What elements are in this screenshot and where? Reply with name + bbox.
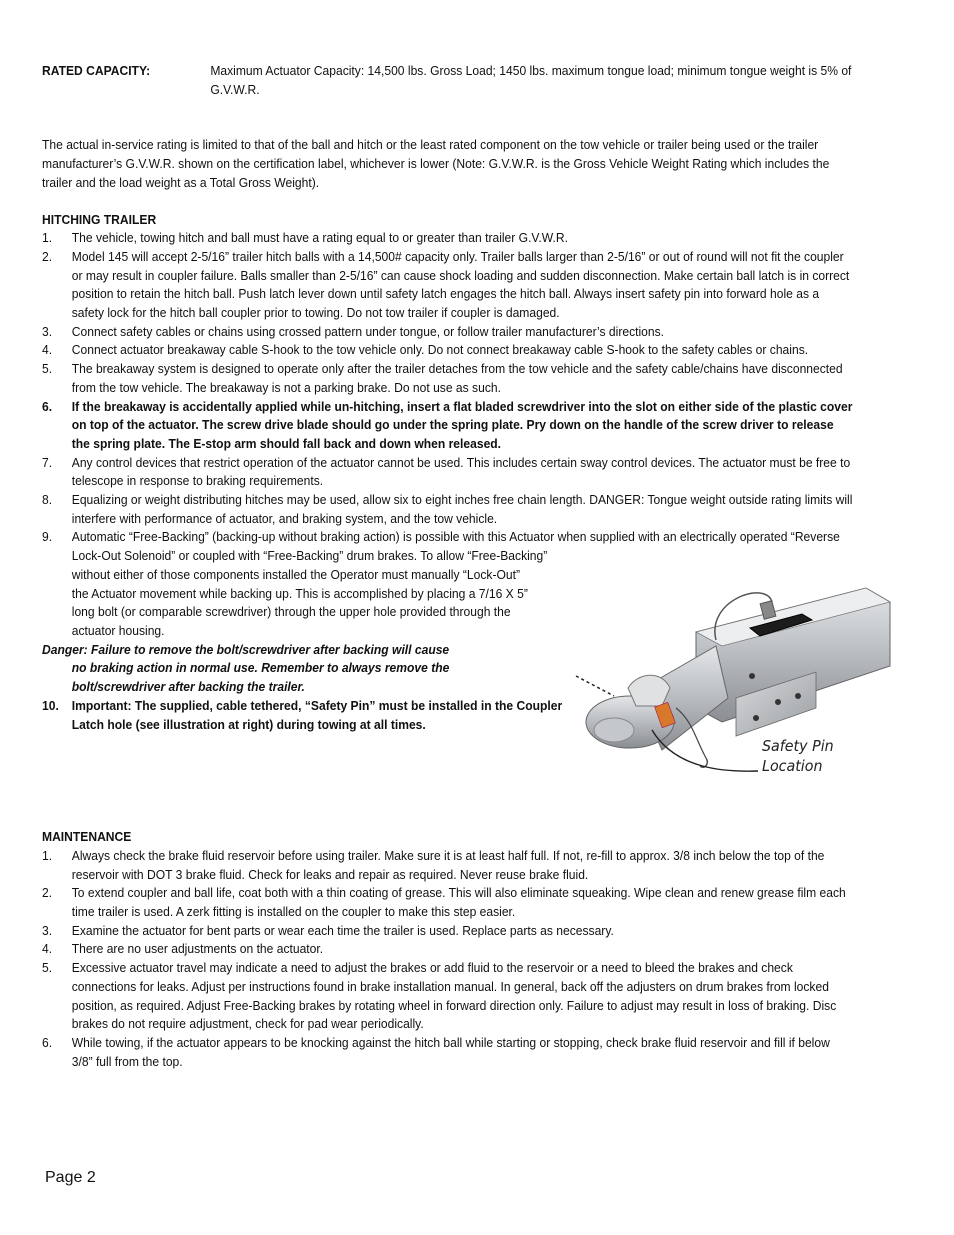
list-item	[42, 884, 853, 921]
list-item	[42, 491, 853, 528]
rated-capacity-label: RATED CAPACITY:	[42, 63, 151, 78]
item-number: 8.	[42, 492, 53, 508]
bolt-hole	[749, 673, 755, 679]
item-text: Equalizing or weight distributing hitches may be used, allow six to eight inches free chain length. DANGER: Tongue weight outside rating limits will interfere with performance of actuator, and braking system, and the tow vehicle.	[71, 492, 853, 526]
danger-note	[42, 641, 526, 697]
maintenance-heading: MAINTENANCE	[42, 829, 132, 845]
latch-lever	[628, 675, 670, 706]
list-item	[42, 229, 853, 248]
item-text: Connect safety cables or chains using crossed pattern under tongue, or follow trailer manufacturer’s directions.	[71, 323, 665, 339]
actuator-drawing	[566, 580, 896, 790]
item-text: Any control devices that restrict operation of the actuator cannot be used. This includes certain sway control devices. The actuator must be free to telescope in response to braking requirements.	[71, 454, 851, 489]
item-text-part-b: without either of those components installed the Operator must manually “Lock-Out” the Actuator movement while backing up. This is accomplished by placing a 7/16 X 5” long bolt (or comparable screwdriver) through the upper hole provided through the actuator housing.	[71, 566, 528, 638]
caption-line-2: Location	[762, 757, 823, 775]
bolt-hole	[795, 693, 801, 699]
item-text: Important: The supplied, cable tethered, “Safety Pin” must be installed in the Coupler Latch hole (see illustration at right) during towing at all times.	[71, 697, 563, 732]
item-text: While towing, if the actuator appears to be knocking against the hitch ball while starting or stopping, check brake fluid reservoir and fill if below 3/8” full from the top.	[71, 1034, 830, 1069]
list-item	[42, 341, 853, 360]
list-item	[42, 1034, 853, 1071]
document-page	[42, 62, 853, 1071]
item-number: 9.	[42, 529, 53, 545]
item-number: 10.	[42, 697, 59, 713]
list-item	[42, 847, 853, 884]
coupler-nose	[594, 718, 634, 742]
maintenance-list	[42, 847, 853, 1071]
safety-pin-caption	[762, 736, 834, 776]
bolt-hole	[775, 699, 781, 705]
rated-capacity	[42, 62, 853, 99]
item-text: There are no user adjustments on the actuator.	[71, 941, 324, 957]
list-item	[42, 959, 853, 1034]
item-text: Model 145 will accept 2-5/16” trailer hitch balls with a 14,500# capacity only. Trailer balls larger than 2-5/16” or out of round will not fit the coupler or may result in coupler failure. Balls smaller than 2-5/16” can cause shock loading and sudden disconnection. Make certain ball latch is in correct position to retain the hitch ball. Push latch lever down until safety latch engages the hitch ball. Always insert safety pin into forward hole as a safety lock for the hitch ball coupler prior to towing. Do not tow trailer if coupler is damaged.	[71, 248, 850, 321]
item-number: 2.	[42, 248, 53, 264]
item-text: Connect actuator breakaway cable S-hook to the tow vehicle only. Do not connect breakaway cable S-hook to the safety cables or chains.	[71, 342, 809, 358]
item-text: Always check the brake fluid reservoir before using trailer. Make sure it is at least half full. If not, re-fill to approx. 3/8 inch below the top of the reservoir with DOT 3 brake fluid. Check for leaks and repair as required. Never reuse brake fluid.	[71, 847, 825, 882]
intro-paragraph: The actual in-service rating is limited to that of the ball and hitch or the least rated component on the tow vehicle or trailer being used or the trailer manufacturer’s G.V.W.R. shown on the certification label, whichever is lower (Note: G.V.W.R. is the Gross Vehicle Weight Rating which includes the trailer and the load weight as a Total Gross Weight).	[42, 137, 830, 190]
list-item	[42, 454, 853, 491]
item-number: 1.	[42, 847, 53, 863]
item-number: 2.	[42, 885, 53, 901]
danger-lead: Danger: Failure to remove the bolt/screwdriver after backing will cause	[42, 641, 450, 657]
list-item	[42, 697, 563, 734]
caption-line-1: Safety Pin	[762, 737, 834, 755]
item-number: 4.	[42, 342, 53, 358]
list-item	[42, 922, 853, 941]
hitching-list	[42, 229, 853, 640]
list-item	[42, 248, 853, 323]
item-number: 4.	[42, 941, 53, 957]
actuator-illustration	[566, 580, 896, 790]
item-number: 5.	[42, 361, 53, 377]
list-item	[42, 940, 853, 959]
list-item	[42, 323, 853, 342]
item-text: The vehicle, towing hitch and ball must have a rating equal to or greater than trailer G.V.W.R.	[71, 230, 568, 246]
item-number: 3.	[42, 323, 53, 339]
item-text: Examine the actuator for bent parts or wear each time the trailer is used. Replace parts as necessary.	[71, 922, 614, 938]
rated-capacity-text: Maximum Actuator Capacity: 14,500 lbs. Gross Load; 1450 lbs. maximum tongue load; minimum tongue weight is 5% of G.V.W.R.	[210, 63, 852, 97]
item-number: 3.	[42, 922, 53, 938]
hitching-heading: HITCHING TRAILER	[42, 211, 157, 227]
danger-rest: no braking action in normal use. Remember to always remove the bolt/screwdriver after backing the trailer.	[71, 660, 450, 695]
item-number: 6.	[42, 1034, 53, 1050]
item-text-part-a: Automatic “Free-Backing” (backing-up without braking action) is possible with this Actuator when supplied with an electrically operated “Reverse Lock-Out Solenoid” or coupled with “Free-Backing” drum brakes. To allow “Free-Backing”	[71, 529, 840, 564]
item-number: 5.	[42, 960, 53, 976]
pointer-dash	[576, 676, 614, 696]
page-number: Page 2	[45, 1169, 96, 1186]
item-number: 1.	[42, 230, 53, 246]
item-number: 6.	[42, 398, 53, 414]
bolt-hole	[753, 715, 759, 721]
item-number: 7.	[42, 454, 53, 470]
item-text: The breakaway system is designed to operate only after the trailer detaches from the tow vehicle and the safety cable/chains have disconnected from the tow vehicle. The breakaway is not a parking brake. Do not use as such.	[71, 361, 843, 395]
list-item	[42, 360, 853, 397]
item-text: To extend coupler and ball life, coat both with a thin coating of grease. This will also eliminate squeaking. Wipe clean and renew grease film each time trailer is used. A zerk fitting is installed on the coupler to make this step easier.	[71, 885, 846, 920]
list-item	[42, 398, 853, 454]
item-text: Excessive actuator travel may indicate a need to adjust the brakes or add fluid to the reservoir or a need to bleed the brakes and check connections for leaks. Adjust per instructions found in brake installation manual. In general, back off the adjusters on drum brakes from locked position, as required. Adjust Free-Backing brakes by rotating wheel in forward direction only. Failure to adjust may result in loss of braking. Disc brakes do not require adjustment, check for pad wear periodically.	[71, 960, 837, 1032]
item-text: If the breakaway is accidentally applied while un-hitching, insert a flat bladed screwdriver into the slot on either side of the plastic cover on top of the actuator. The screw drive blade should go under the spring plate. Pry down on the handle of the screw driver to release the spring plate. The E-stop arm should fall back and down when released.	[71, 398, 853, 451]
